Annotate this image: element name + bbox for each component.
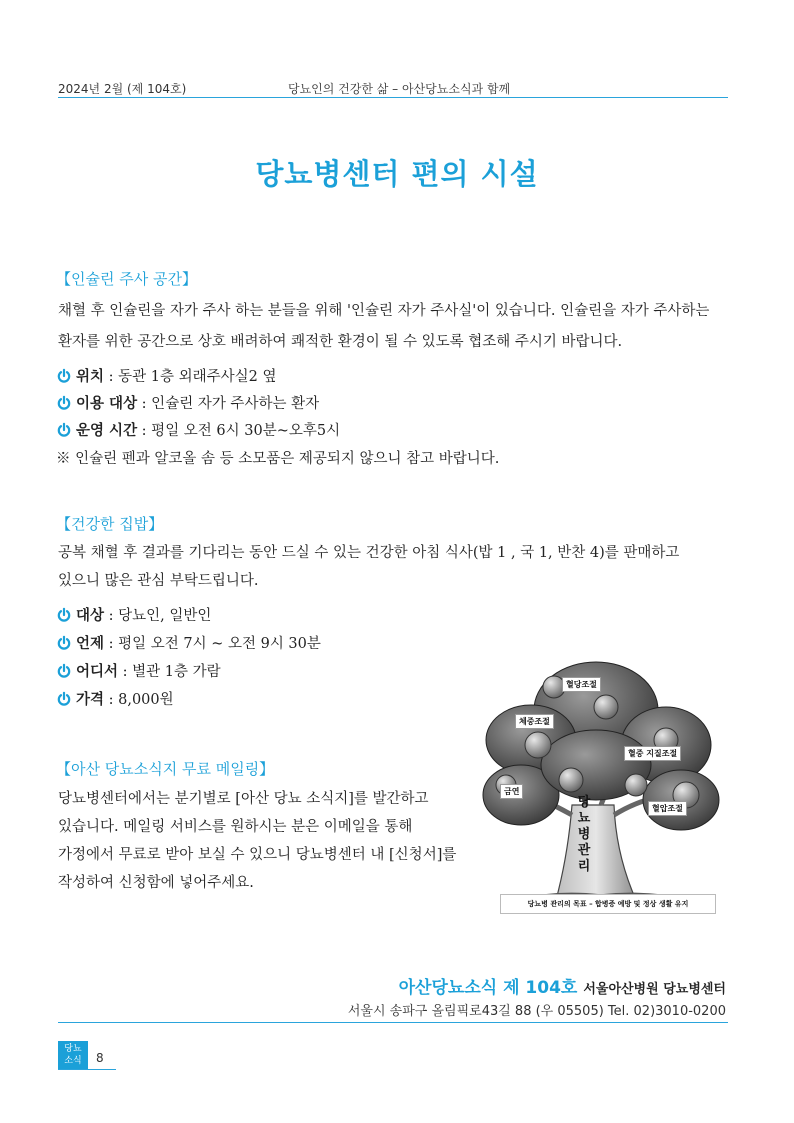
item-value: : 인슐린 자가 주사하는 환자 [137, 396, 320, 412]
insulin-paragraph-line1: 채혈 후 인슐린을 자가 주사 하는 분들을 위해 '인슐린 자가 주사실'이 있습니다. 인슐린을 자가 주사하는 [58, 303, 710, 319]
power-icon [56, 635, 72, 651]
meal-paragraph-line1: 공복 채혈 후 결과를 기다리는 동안 드실 수 있는 건강한 아침 식사(밥 1 , 국 1, 반찬 4)를 판매하고 [58, 545, 680, 561]
power-icon [56, 607, 72, 623]
mailing-line1: 당뇨병센터에서는 분기별로 [아산 당뇨 소식지]를 발간하고 [58, 791, 429, 807]
tree-caption: 당뇨병 관리의 목표 – 합병증 예방 및 정상 생활 유지 [500, 894, 716, 914]
header-tagline: 당뇨인의 건강한 삶 – 아산당뇨소식과 함께 [288, 82, 511, 96]
insulin-paragraph-line2: 환자를 위한 공간으로 상호 배려하여 쾌적한 환경이 될 수 있도록 협조해 주시기 바랍니다. [58, 334, 623, 350]
page-header [58, 78, 728, 98]
item-key: 어디서 [76, 664, 119, 680]
page-number: 8 [96, 1051, 104, 1065]
publication-name: 아산당뇨소식 제 104호 [398, 978, 578, 998]
tree-label-blood-sugar: 혈당조절 [562, 677, 601, 692]
tree-label-cholesterol: 혈중 지질조절 [624, 746, 681, 761]
power-icon [56, 691, 72, 707]
page-label-box [58, 1041, 88, 1069]
item-value: : 8,000원 [104, 692, 174, 708]
page-title: 당뇨병센터 편의 시설 [255, 157, 539, 191]
insulin-item-hours [56, 421, 340, 441]
meal-item-price [56, 690, 174, 710]
mailing-line4: 작성하여 신청함에 넣어주세요. [58, 875, 254, 891]
power-icon [56, 663, 72, 679]
power-icon [56, 422, 72, 438]
meal-paragraph-line2: 있으니 많은 관심 부탁드립니다. [58, 573, 259, 589]
page-number-rule [58, 1069, 116, 1070]
item-value: : 동관 1층 외래주사실2 옆 [104, 369, 277, 385]
item-value: : 평일 오전 6시 30분~오후5시 [137, 423, 341, 439]
item-key: 위치 [76, 369, 105, 385]
tree-label-smoking: 금연 [500, 784, 523, 799]
page-label-line1: 당뇨 [64, 1044, 82, 1054]
power-icon [56, 395, 72, 411]
tree-label-blood-pressure: 혈압조절 [648, 801, 687, 816]
power-icon [56, 368, 72, 384]
mailing-line3: 가정에서 무료로 받아 보실 수 있으니 당뇨병센터 내 [신청서]를 [58, 847, 457, 863]
tree-label-weight: 체중조절 [515, 714, 554, 729]
issue-date: 2024년 2월 (제 104호) [58, 82, 187, 96]
meal-item-where [56, 662, 221, 682]
insulin-section-heading: 【인슐린 주사 공간】 [56, 270, 197, 288]
meal-item-when [56, 634, 321, 654]
item-value: : 평일 오전 7시 ~ 오전 9시 30분 [104, 636, 321, 652]
diabetes-management-tree-illustration [476, 645, 726, 915]
item-key: 언제 [76, 636, 105, 652]
insulin-item-location [56, 367, 276, 387]
insulin-note: ※ 인슐린 펜과 알코올 솜 등 소모품은 제공되지 않으니 참고 바랍니다. [56, 451, 500, 467]
page-label-line2: 소식 [64, 1056, 82, 1066]
item-key: 대상 [76, 608, 105, 624]
item-value: : 별관 1층 가람 [118, 664, 221, 680]
footer-address: 서울시 송파구 올림픽로43길 88 (우 05505) Tel. 02)3010-0200 [347, 1004, 726, 1019]
item-value: : 당뇨인, 일반인 [104, 608, 212, 624]
insulin-item-target [56, 394, 319, 414]
meal-item-target [56, 606, 211, 626]
tree-trunk-label: 당뇨병 관리 [577, 795, 591, 874]
footer-publication-line [399, 973, 726, 998]
item-key: 운영 시간 [76, 423, 138, 439]
mailing-line2: 있습니다. 메일링 서비스를 원하시는 분은 이메일을 통해 [58, 819, 413, 835]
footer-rule [58, 1022, 728, 1023]
header-rule [58, 97, 728, 98]
item-key: 가격 [76, 692, 105, 708]
organization-name: 서울아산병원 당뇨병센터 [583, 982, 726, 997]
meal-section-heading: 【건강한 집밥】 [56, 515, 164, 533]
item-key: 이용 대상 [76, 396, 138, 412]
mailing-section-heading: 【아산 당뇨소식지 무료 메일링】 [56, 760, 275, 778]
